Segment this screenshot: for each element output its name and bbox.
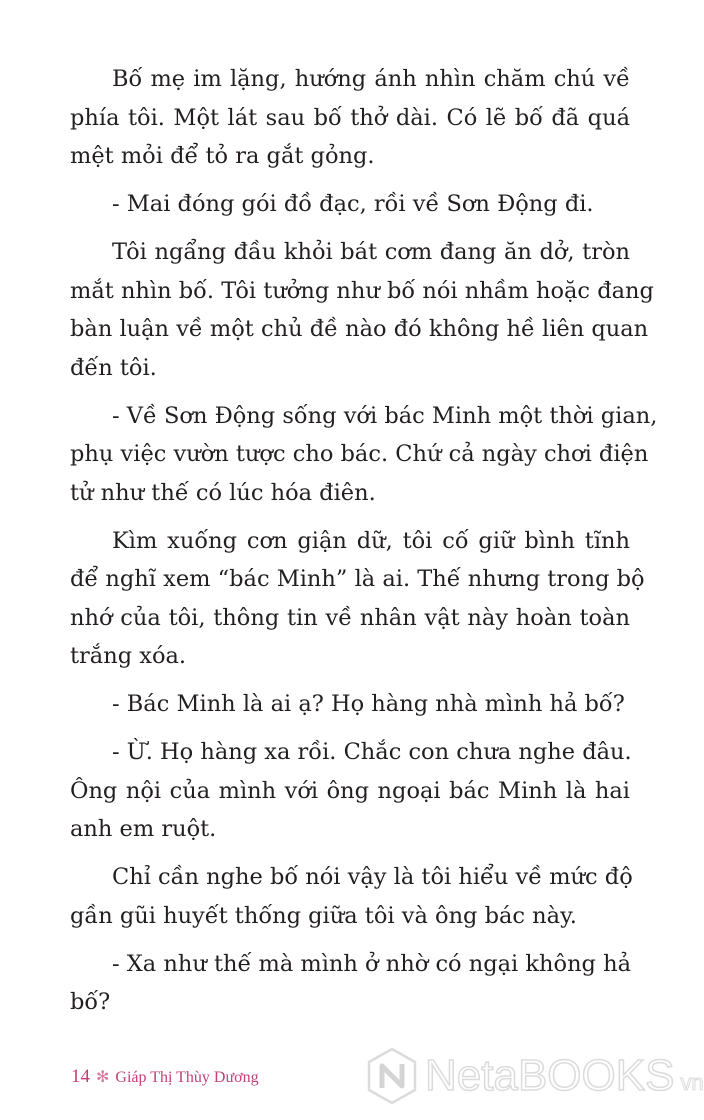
text-line: tử như thế có lúc hóa điên.	[70, 479, 376, 506]
text-line: - Về Sơn Động sống với bác Minh một thời gian,	[112, 402, 658, 429]
text-line: - Ừ. Họ hàng xa rồi. Chắc con chưa nghe đâu.	[112, 739, 632, 765]
separator-icon: ✻	[96, 1069, 110, 1086]
text-line: bàn luận về một chủ đề nào đó không hề liên quan	[70, 316, 649, 342]
watermark-brand: NetaBOOKS	[425, 1051, 675, 1100]
paragraph	[70, 233, 654, 387]
text-line: gần gũi huyết thống giữa tôi và ông bác này.	[70, 902, 577, 929]
text-line: phía tôi. Một lát sau bố thở dài. Có lẽ bố đã quá	[70, 104, 630, 131]
text-line: Kìm xuống cơn giận dữ, tôi cố giữ bình tĩnh	[112, 527, 630, 554]
paragraph	[70, 522, 645, 676]
text-line: mắt nhìn bố. Tôi tưởng như bố nói nhầm hoặc đang	[70, 277, 654, 304]
paragraph	[70, 858, 633, 935]
paragraph	[70, 397, 658, 513]
text-line: Chỉ cần nghe bố nói vậy là tôi hiểu về mức độ	[112, 864, 633, 890]
text-line: - Mai đóng gói đồ đạc, rồi về Sơn Động đi.	[112, 191, 594, 217]
text-line: - Bác Minh là ai ạ? Họ hàng nhà mình hả bố?	[112, 691, 625, 717]
paragraph	[70, 733, 630, 849]
text-line: Ông nội của mình với ông ngoại bác Minh là hai	[70, 777, 630, 804]
text-line: Bố mẹ im lặng, hướng ánh nhìn chăm chú về	[112, 66, 630, 92]
text-line: anh em ruột.	[70, 816, 217, 842]
text-line: phụ việc vườn tược cho bác. Chứ cả ngày chơi điện	[70, 441, 649, 467]
netabooks-logo-icon	[365, 1046, 419, 1106]
text-line: Tôi ngẩng đầu khỏi bát cơm đang ăn dở, tròn	[112, 239, 630, 265]
page-body	[70, 60, 658, 1031]
author-name: Giáp Thị Thùy Dương	[115, 1069, 259, 1086]
paragraph	[70, 685, 630, 724]
paragraph	[70, 185, 630, 224]
text-line: - Xa như thế mà mình ở nhờ có ngại không hả	[112, 950, 632, 977]
watermark	[365, 1046, 704, 1106]
text-line: nhớ của tôi, thông tin về nhân vật này hoàn toàn	[70, 604, 630, 631]
text-line: trắng xóa.	[70, 643, 187, 669]
text-line: để nghĩ xem “bác Minh” là ai. Thế nhưng trong bộ	[70, 566, 645, 592]
watermark-tld: vn	[680, 1070, 704, 1095]
text-line: bố?	[70, 989, 111, 1015]
page-footer	[71, 1066, 259, 1088]
page-number: 14	[71, 1066, 90, 1087]
paragraph	[70, 60, 630, 176]
text-line: mệt mỏi để tỏ ra gắt gỏng.	[70, 143, 375, 169]
paragraph	[70, 945, 630, 1022]
text-line: đến tôi.	[70, 354, 157, 381]
